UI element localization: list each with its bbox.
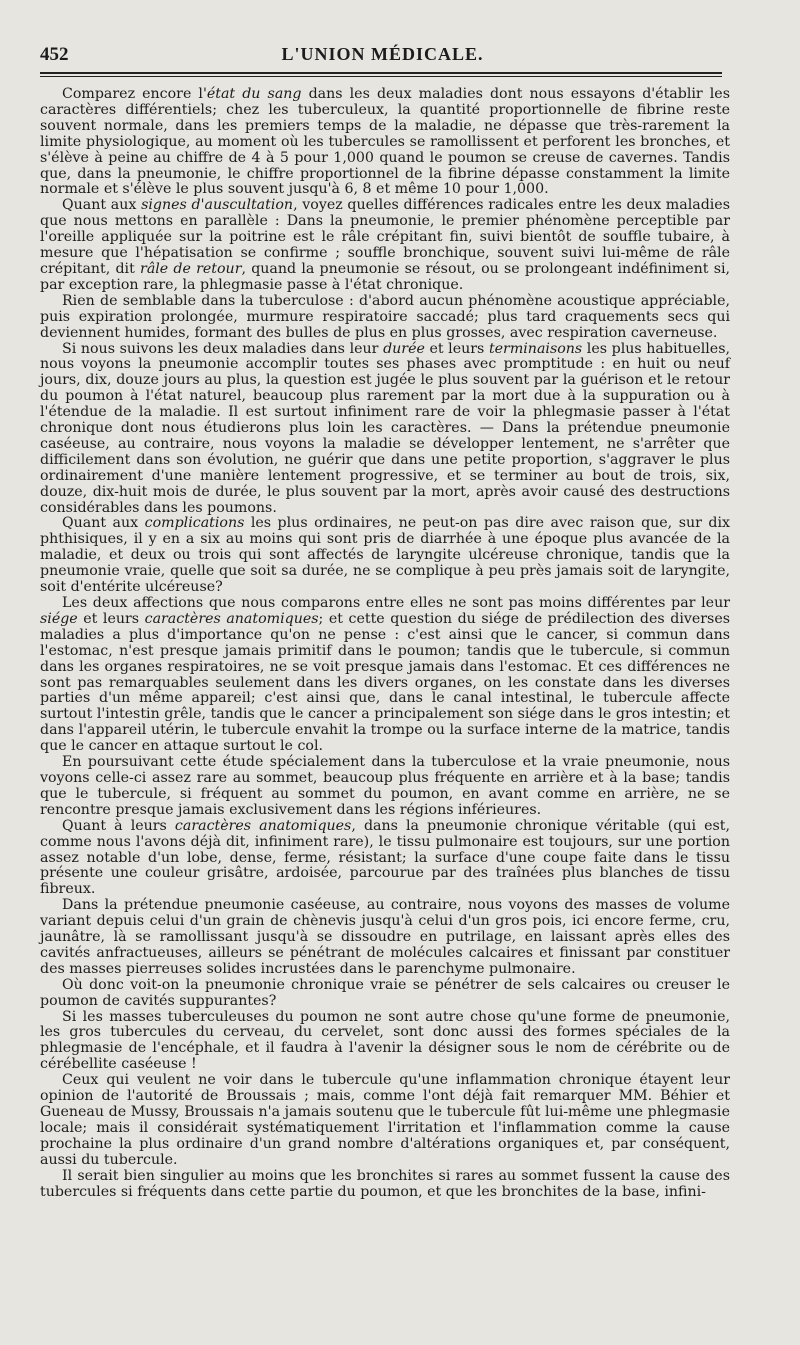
running-header bbox=[40, 40, 725, 68]
paragraph bbox=[40, 342, 730, 517]
paragraph bbox=[40, 1169, 730, 1201]
italic-term: état du sang bbox=[206, 86, 302, 102]
header-rule bbox=[40, 72, 722, 77]
text-run: , dans la pneumonie chronique véritable (qui est, comme nous l'avons déjà dit, infiniment rare), le tissu pulmonaire est toujours, sur une portion assez notable d'un lobe, dense, ferme, résistant; la surface d'une coupe faite dans le tissu présente une couleur grisâtre, ardoisée, parcourue par des traînées plus blanches de tissu fibreux. bbox=[40, 817, 731, 898]
text-run: , quand la pneumonie se résout, ou se prolongeant indéfiniment si, par exception rare, la phlegmasie passe à l'état chronique. bbox=[40, 260, 731, 293]
text-run: les plus ordinaires, ne peut-on pas dire avec raison que, sur dix phthisiques, il y en a six au moins qui sont pris de diarrhée à une époque plus avancée de la maladie, et deux ou trois qui sont affectés de laryngite ulcéreuse chronique, tandis que la pneumonie vraie, quelle que soit sa durée, ne se complique à peu près jamais soit de laryngite, soit d'entérite ulcéreuse? bbox=[40, 515, 731, 596]
paragraph bbox=[40, 198, 730, 293]
text-run: dans les deux maladies dont nous essayons d'établir les caractères différentiels; chez les tuberculeux, la quantité proportionnelle de fibrine reste souvent normale, dans les premiers temps de la maladie, ne dépasse que très-rarement la limite physiologique, au moment où les tubercules se ramollissent et perforent les bronches, et s'élève à peine au chiffre de 4 à 5 pour 1,000 quand le poumon se creuse de cavernes. Tandis que, dans la pneumonie, le chiffre proportionnel de la fibrine dépasse constamment la limite normale et s'élève le plus souvent jusqu'à 6, 8 et même 10 pour 1,000. bbox=[40, 86, 730, 198]
text-run: ; et cette question du siége de prédilection des diverses maladies a plus d'importance qu'on ne pense : c'est ainsi que le cancer, si commun dans l'estomac, n'est presque jamais primitif dans le poumon; tandis que le tubercule, si commun dans les organes respiratoires, ne se voit presque jamais dans l'estomac. Et ces différences ne sont pas remarquables seulement dans les divers organes, on les constate dans les diverses parties d'un même appareil; c'est ainsi que, dans le canal intestinal, le tubercule affecte surtout l'intestin grêle, tandis que le cancer a principalement son siége dans le gros intestin; et dans l'appareil utérin, le tubercule envahit la trompe ou la surface interne de la matrice, tandis que le cancer en attaque surtout le col. bbox=[40, 610, 731, 755]
italic-term: durée bbox=[383, 340, 425, 357]
text-run: et leurs bbox=[77, 610, 145, 627]
italic-term: râle de retour bbox=[140, 260, 242, 277]
paragraph bbox=[40, 596, 730, 755]
article-body bbox=[40, 87, 730, 1200]
text-run: Où donc voit-on la pneumonie chronique vraie se pénétrer de sels calcaires ou creuser le poumon de cavités suppurantes? bbox=[40, 976, 730, 1009]
text-run: Dans la prétendue pneumonie caséeuse, au contraire, nous voyons des masses de volume variant depuis celui d'un grain de chènevis jusqu'à celui d'un gros pois, ici encore ferme, cru, jaunâtre, là se ramollissant jusqu'à se dissoudre en putrilage, en laissant après elles des cavités anfractueuses, ailleurs se pénétrant de molécules calcaires et finissant par constituer des masses pierreuses solides incrustées dans le parenchyme pulmonaire. bbox=[40, 897, 730, 977]
italic-term: caractères anatomiques bbox=[144, 610, 319, 627]
text-run: Quant à leurs bbox=[62, 817, 175, 834]
text-run: Quant aux bbox=[62, 515, 145, 532]
italic-term: terminaisons bbox=[488, 340, 583, 357]
text-run: Comparez encore l' bbox=[62, 86, 207, 102]
paragraph bbox=[40, 87, 730, 198]
italic-term: complications bbox=[144, 515, 245, 532]
text-run: En poursuivant cette étude spécialement dans la tuberculose et la vraie pneumonie, nous voyons celle-ci assez rare au sommet, beaucoup plus fréquente en arrière et à la base; tandis que le tubercule, si fréquent au sommet du poumon, en avant comme en arrière, ne se rencontre presque jamais exclusivement dans les régions inférieures. bbox=[40, 754, 730, 818]
text-run: les plus habituelles, nous voyons la pneumonie accomplir toutes ses phases avec promptitude : en huit ou neuf jours, dix, douze jours au plus, la question est jugée le plus souvent par la guérison et le retour du poumon à l'état naturel, beaucoup plus rarement par la mort due à la suppuration ou à l'étendue de la maladie. Il est surtout infiniment rare de voir la phlegmasie passer à l'état chronique dont nous étudierons plus loin les caractères. — Dans la prétendue pneumonie caséeuse, au contraire, nous voyons la maladie se développer lentement, ne s'arrêter que difficilement dans son évolution, ne guérir que dans une petite proportion, s'aggraver le plus ordinairement d'une manière lentement progressive, et se terminer au bout de trois, six, douze, dix-huit mois de durée, le plus souvent par la mort, après avoir causé des destructions considérables dans les poumons. bbox=[40, 340, 730, 516]
text-run: Si nous suivons les deux maladies dans leur bbox=[62, 340, 384, 357]
text-run: Les deux affections que nous comparons entre elles ne sont pas moins différentes par leur bbox=[62, 595, 730, 611]
text-run: Rien de semblable dans la tuberculose : d'abord aucun phénomène acoustique appréciable, puis expiration prolongée, murmure respiratoire saccadé; plus tard craquements secs qui deviennent humides, formant des bulles de plus en plus grosses, avec respiration caverneuse. bbox=[40, 292, 730, 341]
italic-term: signes d'auscultation bbox=[141, 197, 294, 214]
paragraph bbox=[40, 294, 730, 342]
paragraph bbox=[40, 819, 730, 899]
paragraph bbox=[40, 516, 730, 596]
italic-term: siége bbox=[40, 610, 78, 627]
text-run: Quant aux bbox=[62, 197, 142, 214]
italic-term: caractères anatomiques bbox=[174, 817, 352, 834]
text-run: , voyez quelles différences radicales entre les deux maladies que nous mettons en parallèle : Dans la pneumonie, le premier phénomène perceptible par l'oreille appliquée sur la poitrine est le râle crépitant fin, suivi bientôt de souffle tubaire, à mesure que l'hépatisation se confirme ; souffle bronchique, souvent suivi lui-même de râle crépitant, dit bbox=[40, 197, 730, 277]
paragraph bbox=[40, 978, 730, 1010]
page-number: 452 bbox=[40, 44, 69, 65]
text-run: Il serait bien singulier au moins que les bronchites si rares au sommet fussent la cause des tubercules si fréquents dans cette partie du poumon, et que les bronchites de la base, infini- bbox=[40, 1167, 730, 1200]
paragraph bbox=[40, 1010, 730, 1074]
text-run: et leurs bbox=[424, 340, 489, 357]
paragraph bbox=[40, 755, 730, 819]
paragraph bbox=[40, 898, 730, 978]
text-run: Si les masses tuberculeuses du poumon ne sont autre chose qu'une forme de pneumonie, les gros tubercules du cerveau, du cervelet, sont donc aussi des formes spéciales de la phlegmasie de l'encéphale, et il faudra à l'avenir la désigner sous le nom de cérébrite ou de cérébellite caséeuse ! bbox=[40, 1008, 730, 1073]
paragraph bbox=[40, 1073, 730, 1168]
text-run: Ceux qui veulent ne voir dans le tubercule qu'une inflammation chronique étayent leur opinion de l'autorité de Broussais ; mais, comme l'ont déjà fait remarquer MM. Béhier et Gueneau de Mussy, Broussais n'a jamais soutenu que le tubercule fût lui-même une phlegmasie locale; mais il considérait systématiquement l'irritation et l'inflammation comme la cause prochaine la plus ordinaire d'un grand nombre d'altérations organiques et, par conséquent, aussi du tubercule. bbox=[40, 1072, 730, 1168]
journal-title: L'UNION MÉDICALE. bbox=[281, 44, 484, 64]
